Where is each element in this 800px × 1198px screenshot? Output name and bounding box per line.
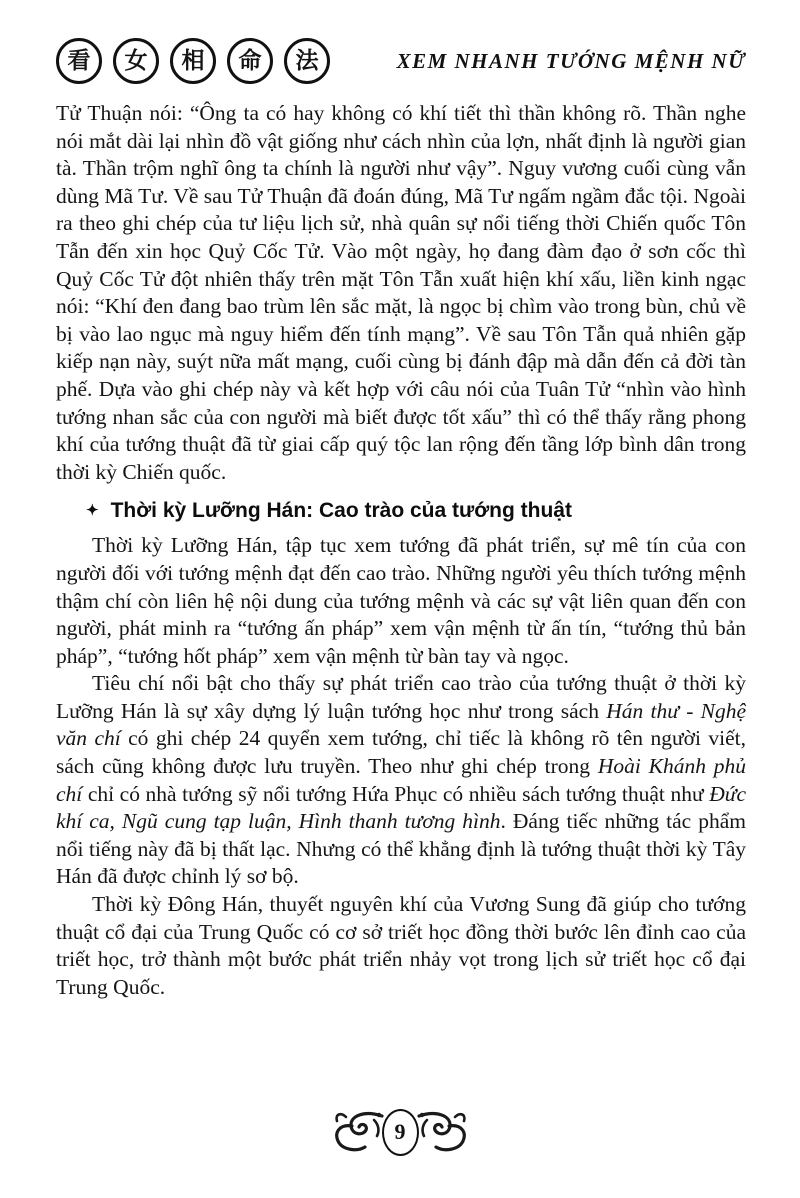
content [56,100,746,1001]
running-title: XEM NHANH TƯỚNG MỆNH NỮ [396,48,746,73]
book-title-italic: Đức khí ca, Ngũ cung tạp luận, Hình thanh tương hình [56,781,746,834]
seal-character: 相 [170,38,216,84]
seal-character: 看 [56,38,102,84]
page-footer [0,1108,800,1156]
paragraph-text: Tiêu chí nổi bật cho thấy sự phát triển cao trào của tướng thuật ở thời kỳ Lưỡng Hán là sự xây dựng lý luận tướng học như trong sách [56,671,746,723]
paragraph [56,100,746,486]
paragraph [56,532,746,670]
paragraph-text: có ghi chép 24 quyển xem tướng, chỉ tiếc là không rõ tên người viết, sách cũng không được lưu truyền. Theo như ghi chép trong [56,726,746,779]
paragraph-text: Tử Thuận nói: “Ông ta có hay không có khí tiết thì thần không rõ. Thần nghe nói mắt dài lại nhìn đồ vật giống như cách nhìn của lợn, nhất định là người gian tà. Thần trộm nghĩ ông ta chính là người như vậy”. Nguy vương cuối cùng vẫn dùng Mã Tư. Về sau Tử Thuận đã đoán đúng, Mã Tư ngấm ngầm đắc tội. Ngoài ra theo ghi chép của tư liệu lịch sử, nhà quân sự nổi tiếng thời Chiến quốc Tôn Tẫn đến xin học Quỷ Cốc Tử. Vào một ngày, họ đang đàm đạo ở sơn cốc thì Quỷ Cốc Tử đột nhiên thấy trên mặt Tôn Tẫn xuất hiện khí xấu, liền kinh ngạc nói: “Khí đen đang bao trùm lên sắc mặt, là ngọc bị chìm vào trong bùn, chủ về bị vào lao ngục mà nguy hiểm đến tính mạng”. Về sau Tôn Tẫn quả nhiên gặp kiếp nạn này, suýt nữa mất mạng, cuối cùng bị đánh đập mà dẫn đến cả đời tàn phế. Dựa vào ghi chép này và kết hợp với câu nói của Tuân Tử “nhìn vào hình tướng nhan sắc của con người mà biết được tốt xấu” thì có thể thấy rằng phong khí của tướng thuật đã từ giai cấp quý tộc lan rộng đến tầng lớp bình dân trong thời kỳ Chiến quốc. [56,101,746,484]
seal-character: 女 [113,38,159,84]
paragraph-text: chỉ có nhà tướng sỹ nổi tướng Hứa Phục có nhiều sách tướng thuật như [82,781,710,806]
paragraph-text: Thời kỳ Đông Hán, thuyết nguyên khí của Vương Sung đã giúp cho tướng thuật cổ đại của Trung Quốc có cơ sở triết học đồng thời bước lên đỉnh cao của triết học, trở thành một bước phát triển nhảy vọt trong lịch sử triết học cổ đại Trung Quốc. [56,892,746,999]
paragraph [56,891,746,1001]
book-title-italic: Hán thư - Nghệ văn chí [56,698,746,751]
paragraph-text: . Đáng tiếc những tác phẩm nổi tiếng này đã bị thất lạc. Nhưng có thể khẳng định là tướng thuật thời kỳ Tây Hán đã được chỉnh lý sơ bộ. [56,809,746,889]
seal-character: 命 [227,38,273,84]
seal-character: 法 [284,38,330,84]
paragraph [56,670,746,891]
section-heading-text: Thời kỳ Lưỡng Hán: Cao trào của tướng thuật [110,499,572,523]
paragraph-text: Thời kỳ Lưỡng Hán, tập tục xem tướng đã phát triển, sự mê tín của con người đối với tướng mệnh đạt đến cao trào. Những người yêu thích tướng mệnh thậm chí còn liên hệ nội dung của tướng mệnh và các sự vật liên quan đến con người, phát minh ra “tướng ấn pháp” xem vận mệnh từ ấn tín, “tướng thủ bản pháp”, “tướng hốt pháp” xem vận mệnh từ bàn tay và ngọc. [56,533,746,668]
book-title-italic: Hoài Khánh phủ chí [56,754,747,806]
page-header [56,34,746,88]
dragon-ornament-right [413,1108,471,1156]
section-heading [86,499,746,523]
dragon-ornament-left [330,1108,388,1156]
heading-ornament-icon: ✦ [86,501,99,519]
page-number: 9 [382,1109,419,1156]
seal-row [56,38,330,84]
